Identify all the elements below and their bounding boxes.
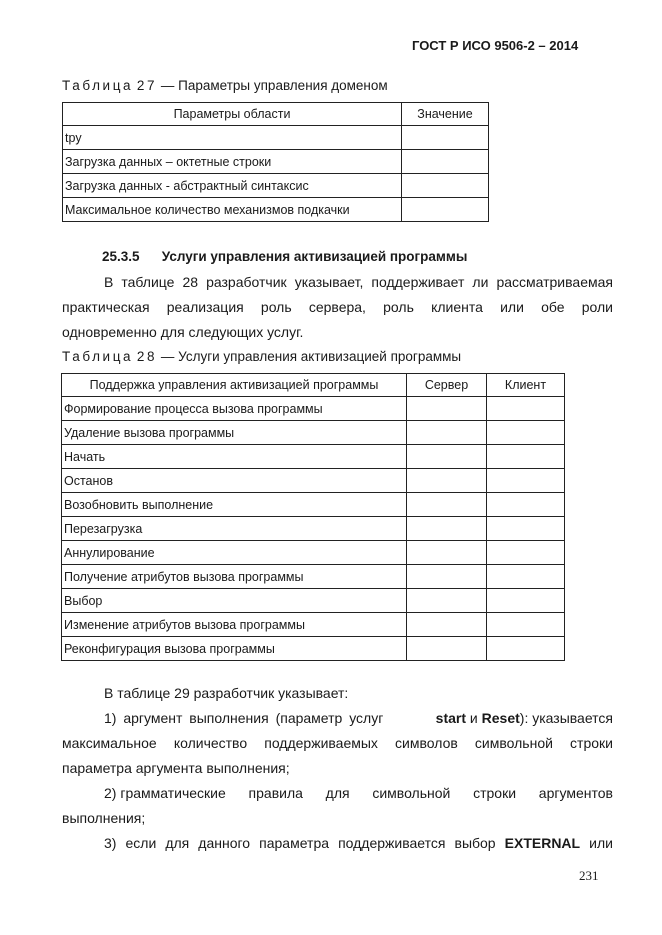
word: практическая [62, 299, 150, 315]
body-text [62, 681, 613, 856]
word: максимальное [62, 735, 157, 751]
text-span [436, 706, 613, 731]
table-cell: Возобновить выполнение [62, 493, 407, 517]
table-cell [402, 198, 489, 222]
text-line [62, 295, 613, 320]
table-cell: Аннулирование [62, 541, 407, 565]
text-line [62, 270, 613, 295]
table-cell [487, 613, 565, 637]
word: строки [473, 785, 517, 801]
table-cell [407, 589, 487, 613]
table-cell [487, 541, 565, 565]
word: данного [198, 835, 251, 851]
table-cell [407, 541, 487, 565]
table-cell [407, 637, 487, 661]
table-cell [487, 565, 565, 589]
table-row [62, 637, 565, 661]
table-row [62, 589, 565, 613]
word: роли [581, 299, 613, 315]
table-row [62, 613, 565, 637]
table-cell [487, 421, 565, 445]
text-line [62, 706, 613, 731]
table-cell [407, 613, 487, 637]
table-cell: Начать [62, 445, 407, 469]
table-cell: Выбор [62, 589, 407, 613]
page-number: 231 [579, 868, 599, 883]
word: аргументов [538, 785, 613, 801]
word: указывает, [294, 274, 364, 290]
table-cell: Реконфигурация вызова программы [62, 637, 407, 661]
table-cell: Загрузка данных - абстрактный синтаксис [63, 174, 402, 198]
table-cell [407, 493, 487, 517]
table-cell: tpy [63, 126, 402, 150]
word: клиента [431, 299, 483, 315]
table-cell [487, 637, 565, 661]
text-line: одновременно для следующих услуг. [62, 324, 304, 340]
word: поддерживает [371, 274, 465, 290]
word: рассматриваемая [496, 274, 613, 290]
table-cell [487, 493, 565, 517]
table-row [63, 150, 489, 174]
table-row [62, 421, 565, 445]
caption-title: Услуги управления активизацией программы [178, 349, 462, 364]
bold-term: Reset [481, 710, 520, 726]
table-cell: Получение атрибутов вызова программы [62, 565, 407, 589]
caption-dash: — [160, 78, 175, 93]
table-cell [407, 565, 487, 589]
table-cell [407, 517, 487, 541]
table-27-caption [62, 78, 388, 93]
word: роль [260, 299, 292, 315]
table-row [62, 541, 565, 565]
table-27 [62, 102, 489, 222]
text-line [62, 831, 613, 856]
table-row [62, 445, 565, 469]
word: 28 [182, 274, 199, 290]
word: параметра [259, 835, 330, 851]
column-header: Параметры области [63, 103, 402, 126]
word: если [125, 835, 157, 851]
word: для [325, 785, 350, 801]
table-cell [487, 469, 565, 493]
text-line: В таблице 29 разработчик указывает: [104, 685, 349, 701]
table-cell [487, 589, 565, 613]
text-span: 1) аргумент выполнения (параметр услуг [104, 710, 384, 726]
table-cell: Останов [62, 469, 407, 493]
section-title: Услуги управления активизацией программы [161, 249, 468, 264]
caption-title: Параметры управления доменом [178, 78, 388, 93]
column-header: Значение [402, 103, 489, 126]
table-28-caption [62, 349, 461, 364]
table-row [63, 126, 489, 150]
column-header: Клиент [487, 374, 565, 397]
word: таблице [121, 274, 175, 290]
caption-word: Таблица [62, 78, 134, 93]
table-row [62, 565, 565, 589]
table-cell [407, 445, 487, 469]
table-row [62, 517, 565, 541]
word: символьной [372, 785, 451, 801]
section-heading [102, 249, 467, 264]
table-cell [407, 469, 487, 493]
word: 2) грамматические [104, 785, 226, 801]
table-cell [402, 174, 489, 198]
bold-term: EXTERNAL [504, 835, 581, 851]
word: поддерживается [338, 835, 446, 851]
text-line: выполнения; [62, 810, 146, 826]
table-row [62, 493, 565, 517]
table-cell [487, 445, 565, 469]
text-line [62, 731, 613, 756]
table-cell: Удаление вызова программы [62, 421, 407, 445]
word: обе [541, 299, 565, 315]
table-cell: Формирование процесса вызова программы [62, 397, 407, 421]
table-cell: Изменение атрибутов вызова программы [62, 613, 407, 637]
caption-number: 28 [136, 349, 158, 364]
text-span: ): указывается [519, 710, 613, 726]
section-number: 25.3.5 [102, 249, 140, 264]
column-header: Поддержка управления активизацией программы [62, 374, 407, 397]
caption-word: Таблица [62, 349, 134, 364]
word: количество [173, 735, 248, 751]
caption-dash: — [160, 349, 175, 364]
word: реализация [166, 299, 244, 315]
table-row [62, 397, 565, 421]
word: символов [395, 735, 458, 751]
table-cell [402, 150, 489, 174]
table-cell: Максимальное количество механизмов подкачки [63, 198, 402, 222]
table-cell [407, 421, 487, 445]
text-line: параметра аргумента выполнения; [62, 760, 290, 776]
text-span: и [469, 710, 478, 726]
word: поддерживаемых [264, 735, 378, 751]
table-cell [487, 397, 565, 421]
word: или [589, 835, 613, 851]
word: строки [570, 735, 613, 751]
table-row [63, 174, 489, 198]
document-header: ГОСТ Р ИСО 9506-2 – 2014 [412, 38, 579, 53]
word: 3) [104, 835, 117, 851]
word: правила [248, 785, 303, 801]
table-cell [407, 397, 487, 421]
table-row [62, 469, 565, 493]
caption-number: 27 [136, 78, 158, 93]
word: или [500, 299, 524, 315]
word: символьной [474, 735, 553, 751]
word: В [104, 274, 114, 290]
table-cell: Загрузка данных – октетные строки [63, 150, 402, 174]
table-28 [61, 373, 565, 661]
word: выбор [454, 835, 496, 851]
bold-term: start [435, 710, 467, 726]
word: разработчик [206, 274, 287, 290]
word: для [165, 835, 190, 851]
word: сервера, [308, 299, 366, 315]
table-row [63, 198, 489, 222]
column-header: Сервер [407, 374, 487, 397]
table-cell: Перезагрузка [62, 517, 407, 541]
section-paragraph [62, 270, 613, 345]
word: ли [472, 274, 489, 290]
text-line [62, 781, 613, 806]
table-cell [487, 517, 565, 541]
table-cell [402, 126, 489, 150]
word: роль [383, 299, 414, 315]
